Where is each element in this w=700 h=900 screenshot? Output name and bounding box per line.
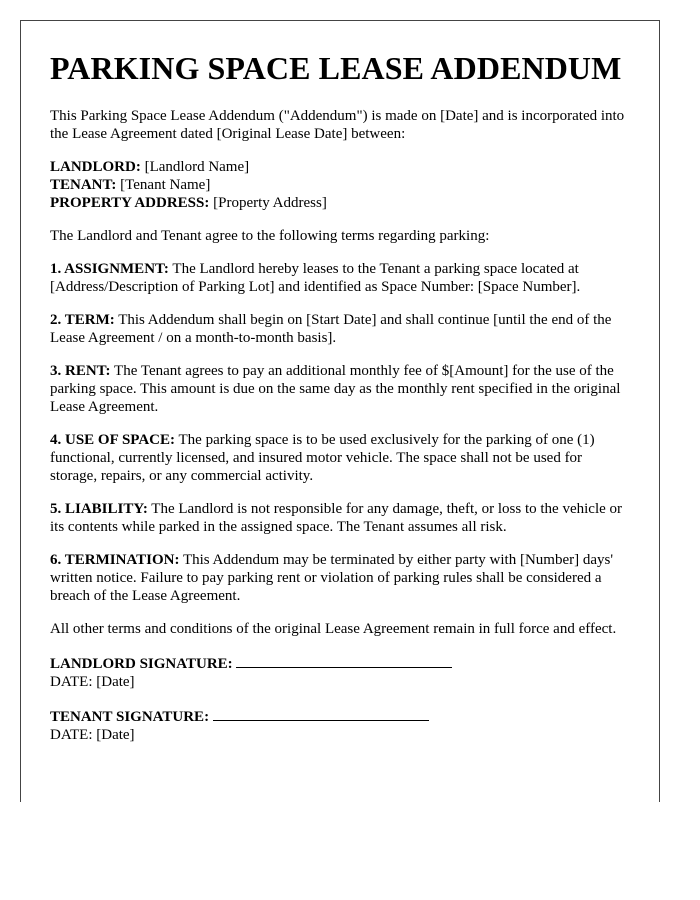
tenant-value: [Tenant Name] (116, 177, 211, 193)
section-text: The Landlord hereby leases to the Tenant a parking space located at [Address/Description of Parking Lot] and identified as Space Number: [Space Number]. (50, 261, 581, 295)
section-assignment (50, 260, 631, 296)
section-text: The parking space is to be used exclusively for the parking of one (1) functional, currently licensed, and insured motor vehicle. The space shall not be used for storage, repairs, or any commercial activity. (50, 432, 595, 484)
section-text: This Addendum shall begin on [Start Date] and shall continue [until the end of the Lease Agreement / on a month-to-month basis]. (50, 312, 612, 346)
landlord-line (50, 158, 631, 176)
property-label: PROPERTY ADDRESS: (50, 195, 210, 211)
tenant-line (50, 176, 631, 194)
section-term (50, 311, 631, 347)
section-label: 2. TERM: (50, 312, 115, 328)
section-termination (50, 551, 631, 605)
section-label: 6. TERMINATION: (50, 552, 180, 568)
landlord-signature-line[interactable] (236, 653, 452, 668)
section-text: The Landlord is not responsible for any damage, theft, or loss to the vehicle or its contents while parked in the assigned space. The Tenant assumes all risk. (50, 501, 623, 535)
landlord-label: LANDLORD: (50, 159, 141, 175)
section-rent (50, 362, 631, 416)
landlord-signature-label: LANDLORD SIGNATURE: (50, 656, 233, 672)
tenant-signature-block (50, 706, 631, 744)
tenant-signature-line[interactable] (213, 706, 429, 721)
property-value: [Property Address] (209, 195, 327, 211)
landlord-date: DATE: [Date] (50, 674, 135, 690)
tenant-label: TENANT: (50, 177, 117, 193)
section-label: 4. USE OF SPACE: (50, 432, 176, 448)
section-label: 5. LIABILITY: (50, 501, 148, 517)
section-label: 3. RENT: (50, 363, 111, 379)
parties-block (50, 158, 631, 212)
section-liability (50, 500, 631, 536)
intro-paragraph: This Parking Space Lease Addendum ("Addendum") is made on [Date] and is incorporated into the Lease Agreement dated [Original Lease Date] between: (50, 108, 625, 142)
agree-paragraph: The Landlord and Tenant agree to the following terms regarding parking: (50, 228, 490, 244)
section-text: The Tenant agrees to pay an additional monthly fee of $[Amount] for the use of the parking space. This amount is due on the same day as the monthly rent specified in the original Lease Agreement. (50, 363, 621, 415)
tenant-signature-label: TENANT SIGNATURE: (50, 709, 210, 725)
document-page (20, 20, 660, 802)
section-text: This Addendum may be terminated by either party with [Number] days' written notice. Failure to pay parking rent or violation of parking rules shall be considered a breach of the Lease Agreement. (50, 552, 614, 604)
section-use-of-space (50, 431, 631, 485)
landlord-signature-block (50, 653, 631, 691)
section-label: 1. ASSIGNMENT: (50, 261, 169, 277)
closing-paragraph: All other terms and conditions of the original Lease Agreement remain in full force and effect. (50, 621, 617, 637)
landlord-value: [Landlord Name] (140, 159, 250, 175)
tenant-date: DATE: [Date] (50, 727, 135, 743)
document-title: PARKING SPACE LEASE ADDENDUM (50, 50, 622, 86)
property-line (50, 194, 631, 212)
